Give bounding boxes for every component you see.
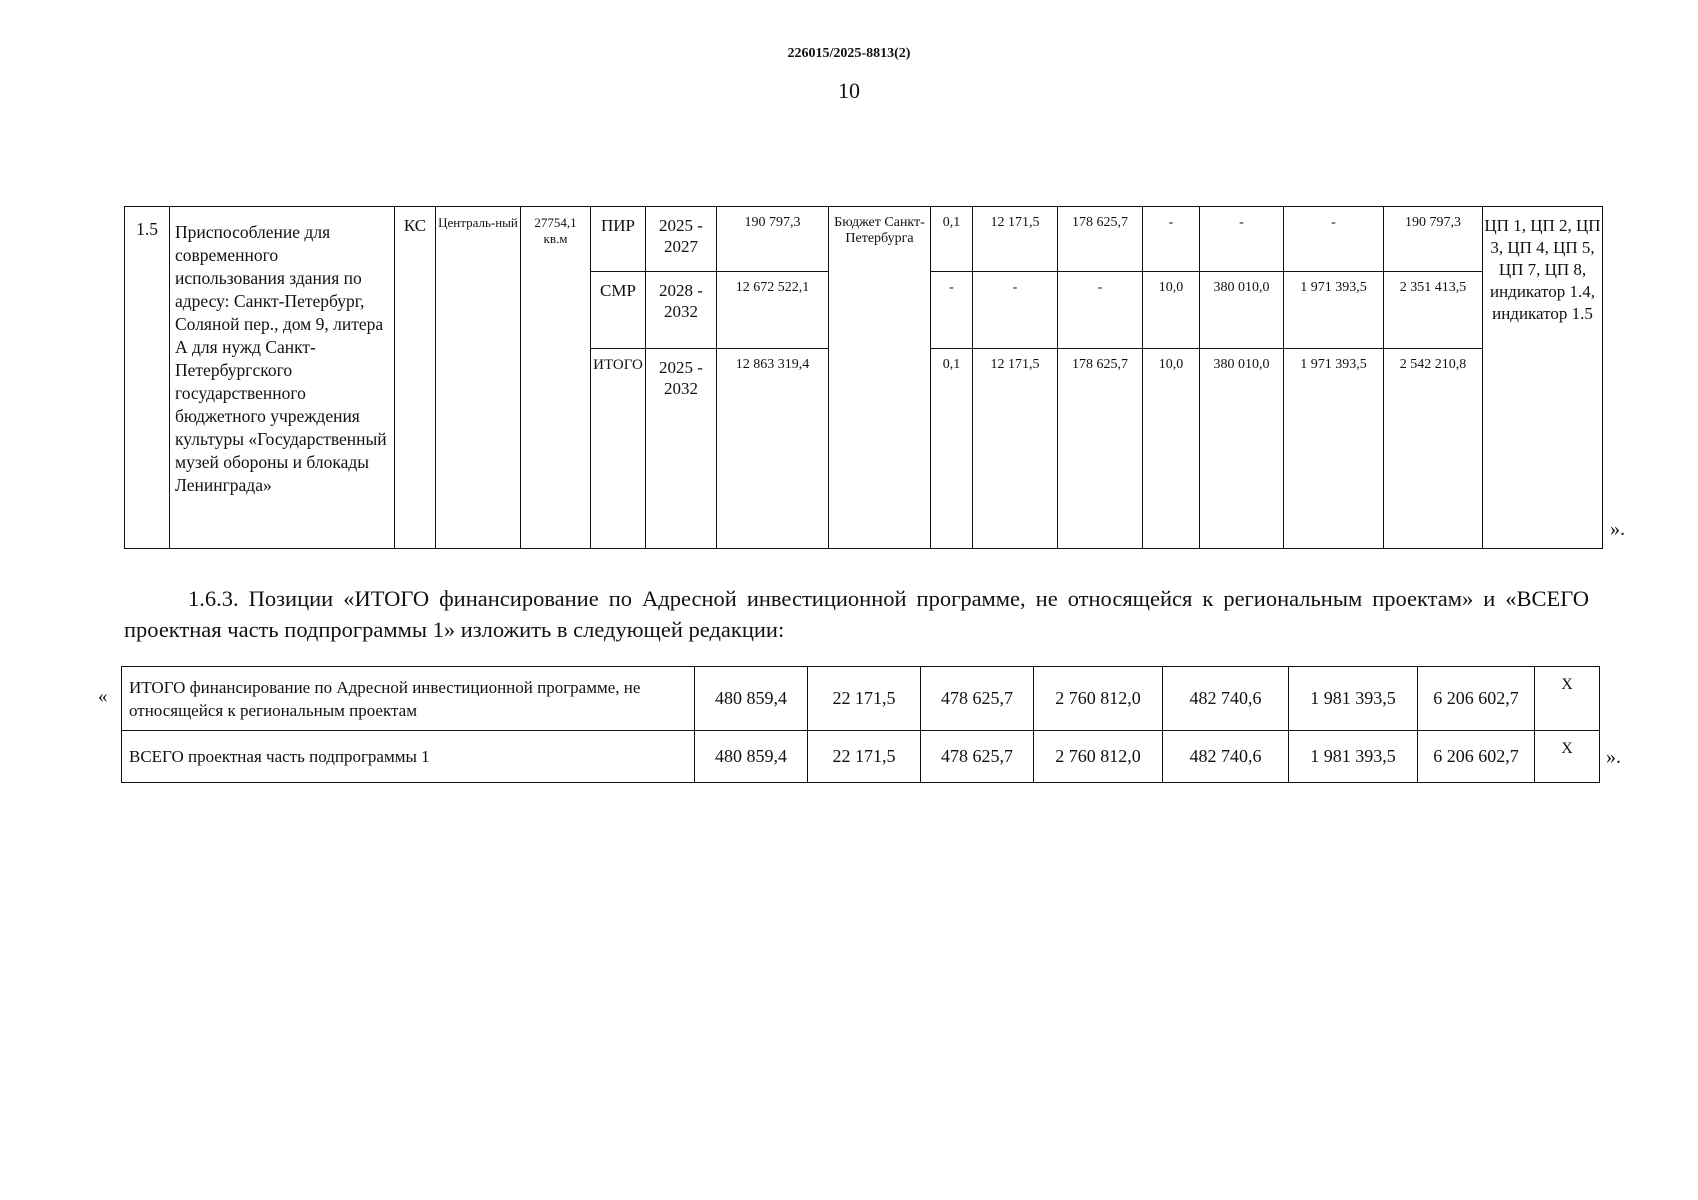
cost: 190 797,3: [717, 207, 829, 272]
value-cell: 482 740,6: [1163, 667, 1289, 731]
funding-source: Бюджет Санкт-Петербурга: [829, 207, 931, 549]
value-cell: 10,0: [1143, 349, 1200, 549]
value-cell: 480 859,4: [695, 731, 808, 783]
opening-quote: «: [98, 686, 108, 707]
value-cell: 12 171,5: [973, 207, 1058, 272]
value-cell: 380 010,0: [1200, 349, 1284, 549]
value-cell: 480 859,4: [695, 667, 808, 731]
row-number: 1.5: [125, 207, 170, 549]
value-cell: 22 171,5: [808, 731, 921, 783]
total-cell: 2 351 413,5: [1384, 272, 1483, 349]
value-cell: 478 625,7: [921, 667, 1034, 731]
stage: СМР: [591, 272, 646, 349]
totals-table: [121, 666, 1600, 783]
value-cell: 2 760 812,0: [1034, 667, 1163, 731]
value-cell: 178 625,7: [1058, 207, 1143, 272]
value-cell: 482 740,6: [1163, 731, 1289, 783]
value-cell: 380 010,0: [1200, 272, 1284, 349]
value-cell: -: [1284, 207, 1384, 272]
value-cell: 6 206 602,7: [1418, 667, 1535, 731]
total-cell: 2 542 210,8: [1384, 349, 1483, 549]
object-type: КС: [395, 207, 436, 549]
x-mark: Х: [1535, 667, 1600, 731]
period: 2025 - 2032: [646, 349, 717, 549]
value-cell: 10,0: [1143, 272, 1200, 349]
value-cell: 6 206 602,7: [1418, 731, 1535, 783]
row-label: ВСЕГО проектная часть подпрограммы 1: [122, 731, 695, 783]
closing-quote: ».: [1606, 746, 1621, 768]
capacity: 27754,1 кв.м: [521, 207, 591, 549]
page-number: 10: [838, 78, 860, 103]
cost: 12 863 319,4: [717, 349, 829, 549]
object-name: Приспособление для современного использования здания по адресу: Санкт-Петербург, Соляной пер., дом 9, литера А для нужд Санкт-Петербургского государственного бюджетного учреждения культуры «Государственный музей обороны и блокады Ленинграда»: [170, 207, 395, 549]
value-cell: 1 981 393,5: [1289, 667, 1418, 731]
row-label: ИТОГО финансирование по Адресной инвестиционной программе, не относящейся к региональным проектам: [122, 667, 695, 731]
table-row: [122, 731, 1600, 783]
value-cell: 22 171,5: [808, 667, 921, 731]
value-cell: 2 760 812,0: [1034, 731, 1163, 783]
table-row: [122, 667, 1600, 731]
cost: 12 672 522,1: [717, 272, 829, 349]
stage: ПИР: [591, 207, 646, 272]
paragraph: 1.6.3. Позиции «ИТОГО финансирование по Адресной инвестиционной программе, не относящейся к региональным проектам» и «ВСЕГО проектная часть подпрограммы 1» изложить в следующей редакции:: [124, 586, 1589, 642]
document-id: 226015/2025-8813(2): [787, 46, 911, 61]
value-cell: 0,1: [931, 349, 973, 549]
value-cell: -: [973, 272, 1058, 349]
indicators: ЦП 1, ЦП 2, ЦП 3, ЦП 4, ЦП 5, ЦП 7, ЦП 8, индикатор 1.4, индикатор 1.5: [1483, 207, 1603, 549]
value-cell: -: [931, 272, 973, 349]
value-cell: 1 971 393,5: [1284, 349, 1384, 549]
program-table: [124, 206, 1603, 549]
district: Централь-ный: [436, 207, 521, 549]
stage: ИТОГО: [591, 349, 646, 549]
closing-quote: ».: [1610, 518, 1625, 540]
value-cell: 1 971 393,5: [1284, 272, 1384, 349]
value-cell: 0,1: [931, 207, 973, 272]
table-row: [125, 207, 1603, 272]
value-cell: 178 625,7: [1058, 349, 1143, 549]
value-cell: -: [1143, 207, 1200, 272]
value-cell: 12 171,5: [973, 349, 1058, 549]
value-cell: 1 981 393,5: [1289, 731, 1418, 783]
value-cell: 478 625,7: [921, 731, 1034, 783]
period: 2028 - 2032: [646, 272, 717, 349]
value-cell: -: [1058, 272, 1143, 349]
period: 2025 - 2027: [646, 207, 717, 272]
x-mark: Х: [1535, 731, 1600, 783]
value-cell: -: [1200, 207, 1284, 272]
total-cell: 190 797,3: [1384, 207, 1483, 272]
